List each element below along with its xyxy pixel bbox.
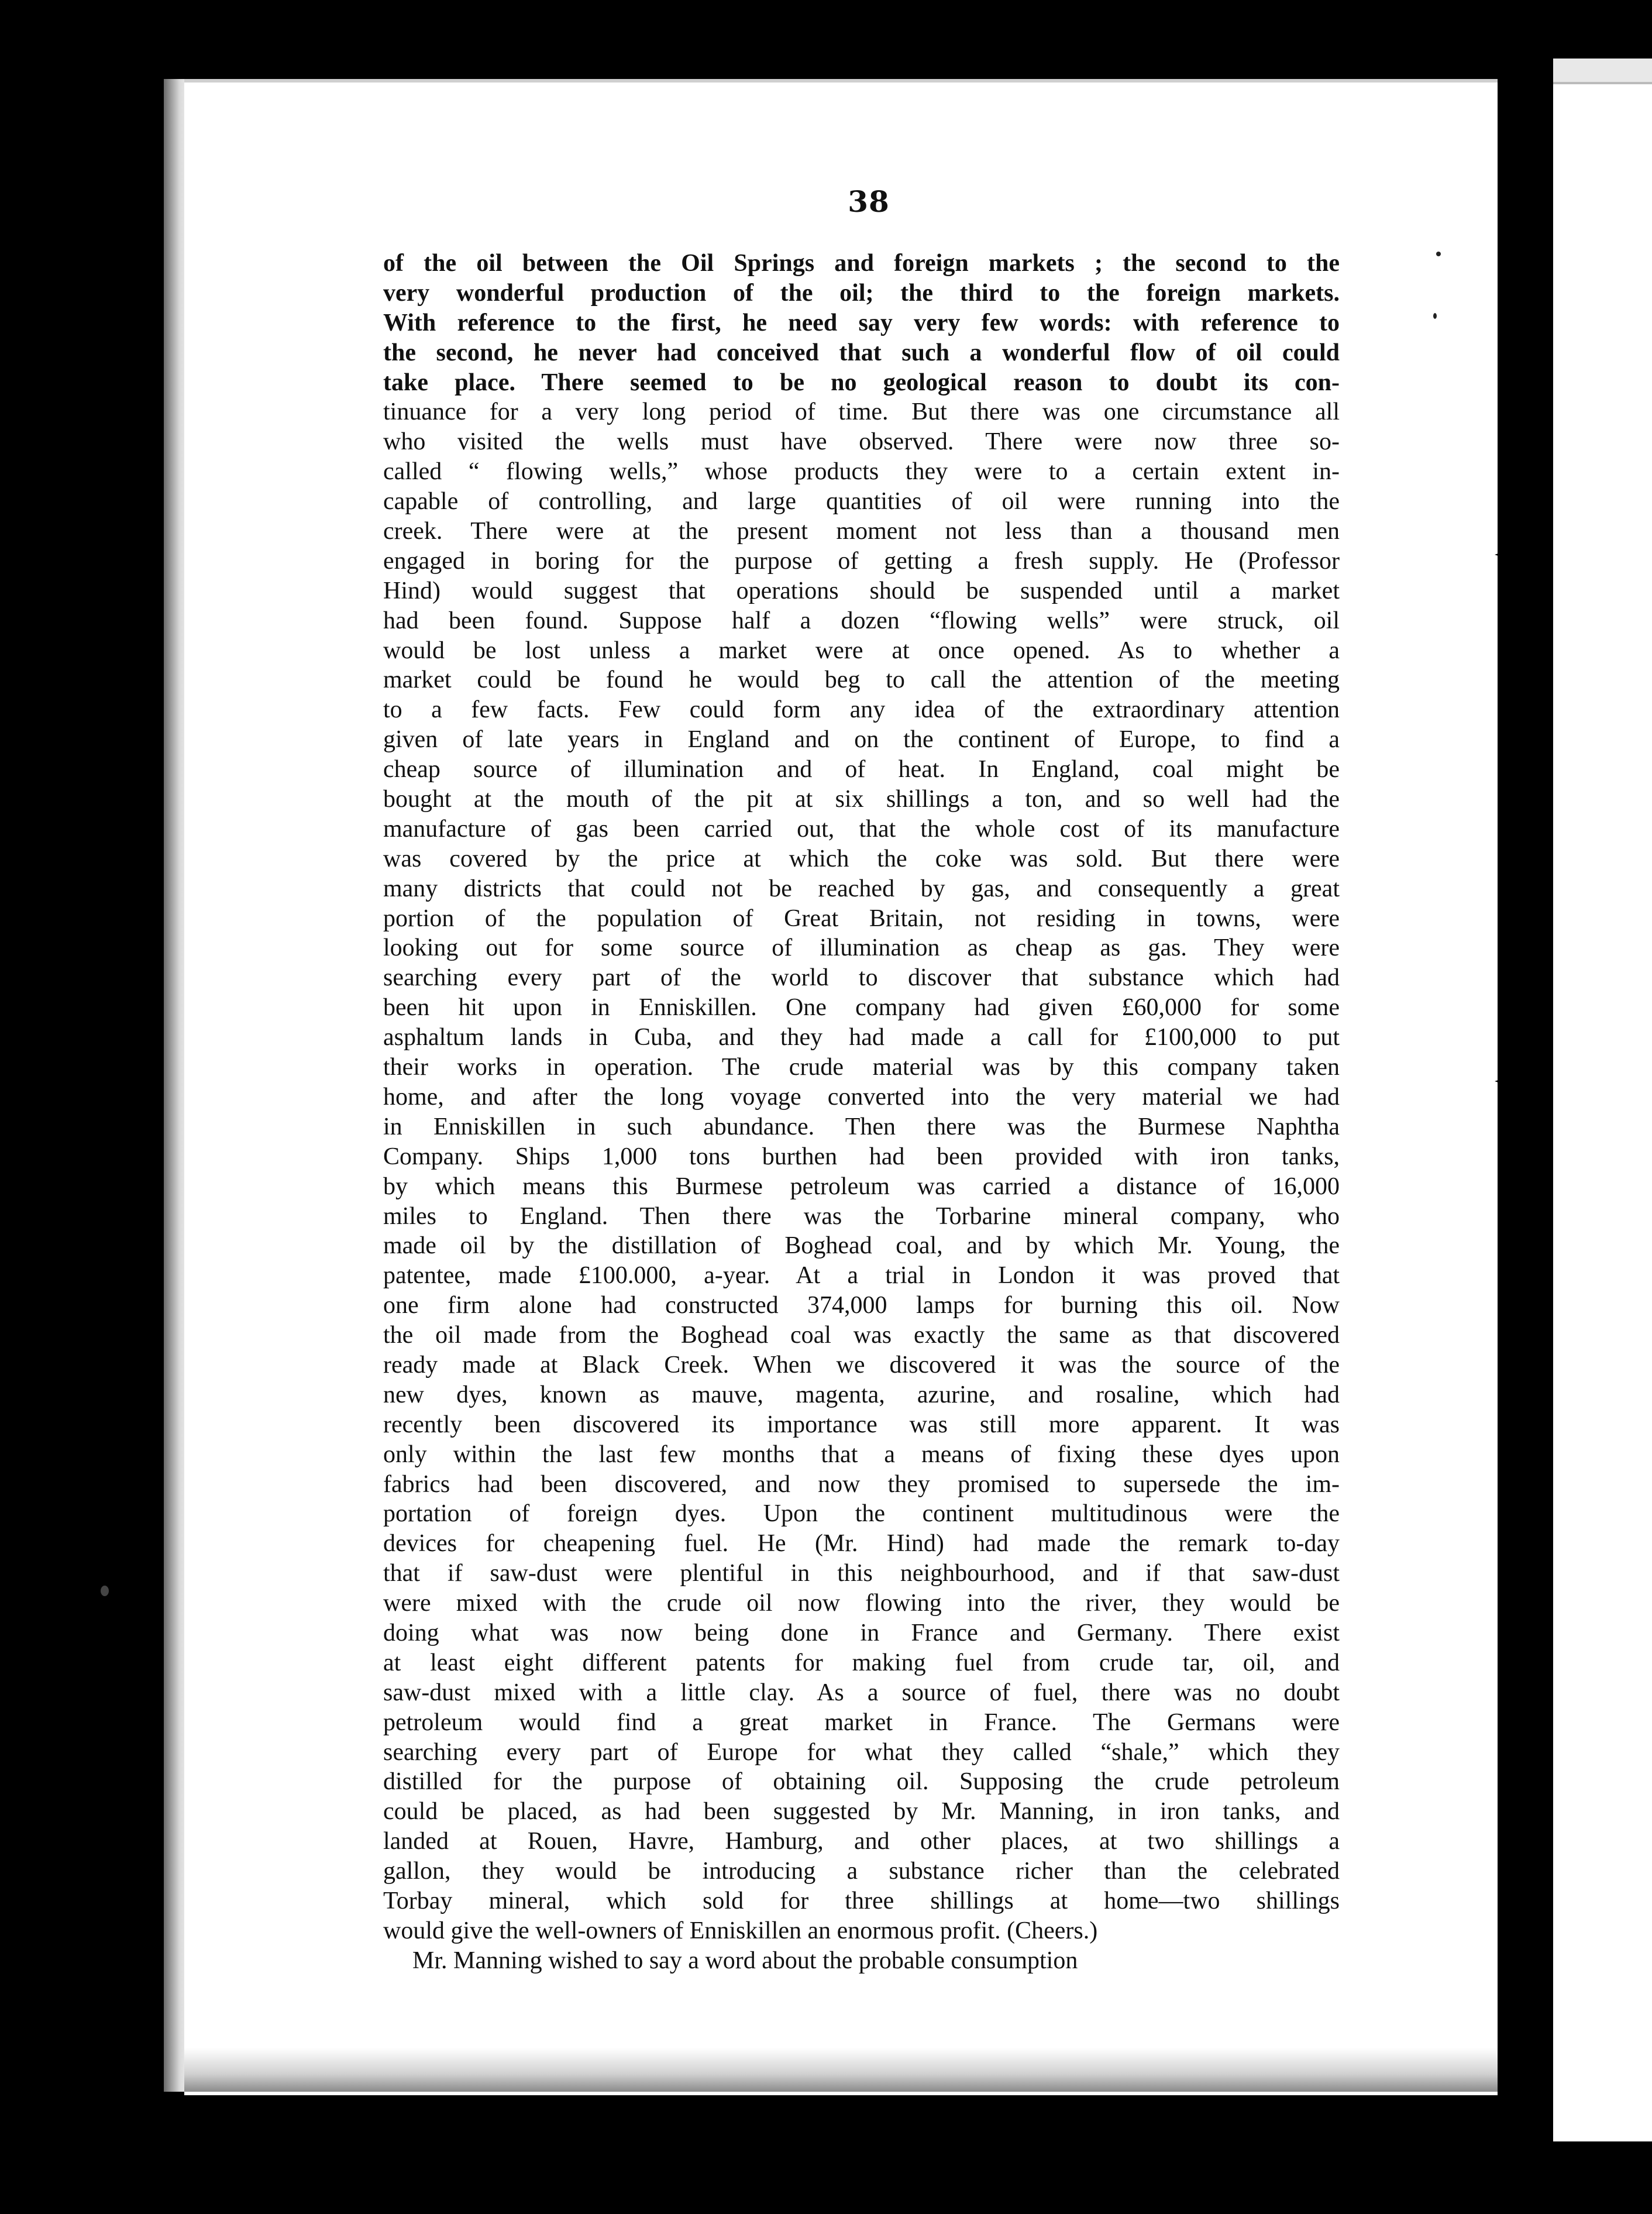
text-line: their works in operation. The crude material was by this company taken <box>383 1054 1340 1081</box>
text-line: fabrics had been discovered, and now they promised to supersede the im- <box>383 1470 1340 1498</box>
scan-speck <box>101 1586 109 1596</box>
text-line: ready made at Black Creek. When we discovered it was the source of the <box>383 1351 1340 1378</box>
text-line: was covered by the price at which the coke was sold. But there were <box>383 845 1340 872</box>
text-line: doing what was now being done in France and Germany. There exist <box>383 1619 1340 1646</box>
text-line: With reference to the first, he need say very few words: with reference to <box>383 309 1340 336</box>
text-line: would be lost unless a market were at once opened. As to whether a <box>383 637 1340 664</box>
text-line: by which means this Burmese petroleum was carried a distance of 16,000 <box>383 1173 1340 1200</box>
text-line: to a few facts. Few could form any idea of the extraordinary attention <box>383 696 1340 724</box>
text-line: Hind) would suggest that operations should be suspended until a market <box>383 577 1340 604</box>
text-line: had been found. Suppose half a dozen “flowing wells” were struck, oil <box>383 607 1340 634</box>
text-line: creek. There were at the present moment not less than a thousand men <box>383 518 1340 545</box>
text-line: portion of the population of Great Britain, not residing in towns, were <box>383 905 1340 932</box>
text-line: many districts that could not be reached by gas, and consequently a great <box>383 875 1340 902</box>
text-line: petroleum would find a great market in France. The Germans were <box>383 1708 1340 1736</box>
text-line: manufacture of gas been carried out, that the whole cost of its manufacture <box>383 815 1340 843</box>
scan-speck <box>1436 252 1441 256</box>
page-bottom-shadow <box>184 2048 1498 2092</box>
text-line: tinuance for a very long period of time. But there was one circumstance all <box>383 398 1340 426</box>
text-line: called “ flowing wells,” whose products they were to a certain extent in- <box>383 458 1340 486</box>
scan-speck <box>1433 313 1437 319</box>
text-line: in Enniskillen in such abundance. Then there was the Burmese Naphtha <box>383 1113 1340 1140</box>
text-line: distilled for the purpose of obtaining oil. Supposing the crude petroleum <box>383 1768 1340 1796</box>
text-line: recently been discovered its importance was still more apparent. It was <box>383 1411 1340 1438</box>
text-line: cheap source of illumination and of heat. In England, coal might be <box>383 756 1340 783</box>
adjacent-page-edge <box>1553 59 1652 2141</box>
adjacent-page-top-strip <box>1553 59 1652 84</box>
text-line: given of late years in England and on the continent of Europe, to find a <box>383 726 1340 754</box>
text-line: been hit upon in Enniskillen. One company had given £60,000 for some <box>383 994 1340 1022</box>
text-line: Company. Ships 1,000 tons burthen had been provided with iron tanks, <box>383 1143 1340 1170</box>
text-line: Mr. Manning wished to say a word about the probable consumption <box>412 1947 1078 1974</box>
text-line: gallon, they would be introducing a substance richer than the celebrated <box>383 1858 1340 1885</box>
text-line: portation of foreign dyes. Upon the continent multitudinous were the <box>383 1500 1340 1528</box>
text-line: saw-dust mixed with a little clay. As a source of fuel, there was no doubt <box>383 1679 1340 1706</box>
text-line: very wonderful production of the oil; the third to the foreign markets. <box>383 279 1340 307</box>
text-line: miles to England. Then there was the Torbarine mineral company, who <box>383 1202 1340 1230</box>
text-line: the oil made from the Boghead coal was exactly the same as that discovered <box>383 1322 1340 1349</box>
text-line: would give the well-owners of Enniskillen an enormous profit. (Cheers.) <box>383 1917 1098 1944</box>
binding-gutter-line <box>1502 82 1508 2095</box>
text-line: devices for cheapening fuel. He (Mr. Hind) had made the remark to-day <box>383 1530 1340 1558</box>
text-line: landed at Rouen, Havre, Hamburg, and other places, at two shillings a <box>383 1828 1340 1855</box>
text-line: who visited the wells must have observed. There were now three so- <box>383 428 1340 456</box>
text-line: could be placed, as had been suggested by Mr. Manning, in iron tanks, and <box>383 1798 1340 1825</box>
text-line: bought at the mouth of the pit at six shillings a ton, and so well had the <box>383 786 1340 813</box>
text-line: searching every part of the world to discover that substance which had <box>383 964 1340 992</box>
text-line: home, and after the long voyage converted into the very material we had <box>383 1083 1340 1111</box>
text-line: of the oil between the Oil Springs and foreign markets ; the second to the <box>383 250 1340 277</box>
text-line: that if saw-dust were plentiful in this neighbourhood, and if that saw-dust <box>383 1560 1340 1587</box>
text-line: were mixed with the crude oil now flowing into the river, they would be <box>383 1590 1340 1617</box>
text-line: looking out for some source of illumination as cheap as gas. They were <box>383 934 1340 962</box>
text-line: take place. There seemed to be no geological reason to doubt its con- <box>383 369 1340 396</box>
text-line: the second, he never had conceived that such a wonderful flow of oil could <box>383 339 1340 366</box>
text-line: market could be found he would beg to call the attention of the meeting <box>383 666 1340 694</box>
text-line: patentee, made £100.000, a-year. At a trial in London it was proved that <box>383 1262 1340 1290</box>
page-number: 38 <box>848 184 890 219</box>
text-line: asphaltum lands in Cuba, and they had made a call for £100,000 to put <box>383 1024 1340 1051</box>
text-line: new dyes, known as mauve, magenta, azurine, and rosaline, which had <box>383 1381 1340 1408</box>
text-line: capable of controlling, and large quantities of oil were running into the <box>383 488 1340 515</box>
body-text <box>383 249 1340 1976</box>
text-line: Torbay mineral, which sold for three shillings at home—two shillings <box>383 1887 1340 1914</box>
text-line: at least eight different patents for making fuel from crude tar, oil, and <box>383 1649 1340 1676</box>
text-line: one firm alone had constructed 374,000 lamps for burning this oil. Now <box>383 1292 1340 1319</box>
text-line: only within the last few months that a means of fixing these dyes upon <box>383 1441 1340 1468</box>
text-line: searching every part of Europe for what they called “shale,” which they <box>383 1738 1340 1766</box>
text-line: made oil by the distillation of Boghead coal, and by which Mr. Young, the <box>383 1232 1340 1260</box>
text-line: engaged in boring for the purpose of getting a fresh supply. He (Professor <box>383 547 1340 575</box>
